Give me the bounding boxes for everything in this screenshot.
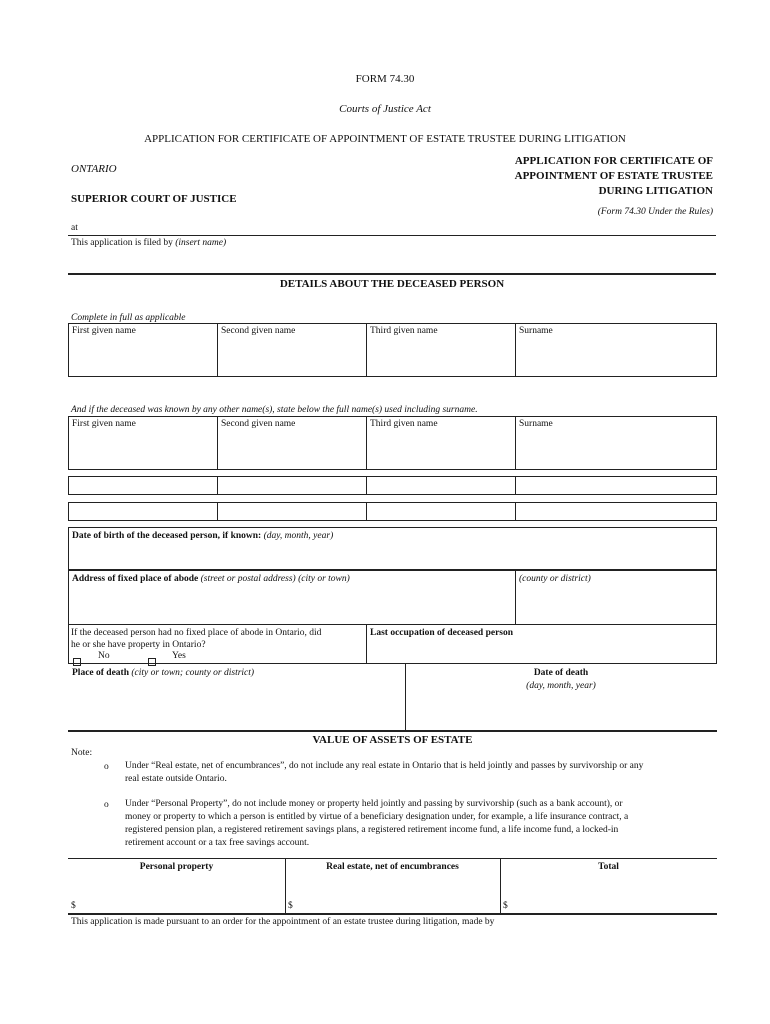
right-title bbox=[515, 154, 713, 199]
col-divider bbox=[217, 476, 218, 495]
col-divider bbox=[366, 476, 367, 495]
assets-top-line bbox=[68, 858, 717, 859]
note-personal-line2: money or property to which a person is entitled by virtue of a beneficiary designation under, for example, a life insurance contract, a bbox=[125, 812, 629, 822]
dob-label-text: Date of birth of the deceased person, if known: bbox=[72, 531, 262, 541]
filed-by-hint: (insert name) bbox=[175, 238, 227, 248]
other-first-given-name-label: First given name bbox=[72, 419, 136, 429]
other-names-instruction: And if the deceased was known by any other name(s), state below the full name(s) used including surname. bbox=[71, 405, 478, 415]
note-personal-line4: retirement account or a tax free savings account. bbox=[125, 838, 310, 848]
no-abode-question-line2: he or she have property in Ontario? bbox=[71, 640, 206, 650]
address-label-text: Address of fixed place of abode bbox=[72, 574, 199, 584]
note-real-estate-line2: real estate outside Ontario. bbox=[125, 774, 227, 784]
estate-heading: VALUE OF ASSETS OF ESTATE bbox=[312, 734, 473, 746]
assets-bottom-line bbox=[68, 913, 717, 915]
other-surname-label: Surname bbox=[519, 419, 553, 429]
dob-label bbox=[69, 529, 336, 543]
personal-currency: $ bbox=[71, 901, 76, 911]
no-abode-question bbox=[71, 627, 363, 651]
date-of-death-label: Date of death bbox=[533, 668, 589, 678]
right-title-line1: APPLICATION FOR CERTIFICATE OF bbox=[514, 155, 713, 167]
jurisdiction: ONTARIO bbox=[71, 163, 117, 175]
no-abode-question-line1: If the deceased person had no fixed place of abode in Ontario, did bbox=[71, 628, 322, 638]
real-estate-label: Real estate, net of encumbrances bbox=[326, 862, 459, 872]
date-of-death-hint: (day, month, year) bbox=[526, 681, 596, 691]
county-hint: (county or district) bbox=[519, 574, 591, 584]
extra-name-row[interactable] bbox=[68, 502, 717, 521]
yes-checkbox[interactable] bbox=[148, 658, 156, 666]
first-given-name-label: First given name bbox=[72, 326, 136, 336]
total-currency: $ bbox=[503, 901, 508, 911]
right-title-line2: APPOINTMENT OF ESTATE TRUSTEE bbox=[514, 170, 713, 182]
note-bullet: o bbox=[104, 762, 109, 772]
at-line bbox=[68, 235, 716, 236]
note-personal-property bbox=[125, 798, 717, 850]
extra-name-row[interactable] bbox=[68, 476, 717, 495]
note-label: Note: bbox=[71, 748, 93, 758]
note-real-estate-line1: Under “Real estate, net of encumbrances”, do not include any real estate in Ontario that is held jointly and passes by survivorship or any bbox=[125, 761, 644, 771]
surname-label: Surname bbox=[519, 326, 553, 336]
place-of-death-label bbox=[69, 666, 257, 680]
section-divider bbox=[68, 273, 716, 275]
place-of-death-label-text: Place of death bbox=[72, 668, 129, 678]
form-number: FORM 74.30 bbox=[355, 73, 415, 85]
main-title: APPLICATION FOR CERTIFICATE OF APPOINTMENT OF ESTATE TRUSTEE DURING LITIGATION bbox=[144, 133, 626, 145]
at-label: at bbox=[71, 223, 78, 233]
place-of-death-hint: (city or town; county or district) bbox=[131, 668, 255, 678]
filed-by bbox=[71, 238, 226, 248]
col-divider bbox=[366, 502, 367, 521]
right-title-line3: DURING LITIGATION bbox=[598, 185, 713, 197]
second-given-name-label: Second given name bbox=[221, 326, 296, 336]
third-given-name-label: Third given name bbox=[370, 326, 438, 336]
note-personal-line3: registered pension plan, a registered retirement savings plans, a registered retirement income fund, a life income fund, a locked-in bbox=[125, 825, 619, 835]
dob-hint: (day, month, year) bbox=[263, 531, 334, 541]
section-divider bbox=[68, 730, 717, 732]
deceased-heading: DETAILS ABOUT THE DECEASED PERSON bbox=[279, 278, 505, 290]
col-divider bbox=[217, 502, 218, 521]
no-label: No bbox=[98, 651, 110, 661]
filed-by-label: This application is filed by bbox=[71, 238, 173, 248]
note-bullet: o bbox=[104, 800, 109, 810]
address-hint: (street or postal address) (city or town) bbox=[200, 574, 350, 584]
form-reference: (Form 74.30 Under the Rules) bbox=[597, 207, 713, 217]
act-name: Courts of Justice Act bbox=[339, 103, 431, 115]
address-label bbox=[69, 572, 353, 586]
col-divider bbox=[515, 476, 516, 495]
total-label: Total bbox=[598, 862, 619, 872]
pursuant-text: This application is made pursuant to an order for the appointment of an estate trustee during litigation, made by bbox=[71, 917, 495, 927]
other-third-given-name-label: Third given name bbox=[370, 419, 438, 429]
complete-instruction: Complete in full as applicable bbox=[71, 313, 186, 323]
court-name: SUPERIOR COURT OF JUSTICE bbox=[71, 193, 237, 205]
note-personal-line1: Under “Personal Property”, do not include money or property held jointly and passing by survivorship (such as a bank account), or bbox=[125, 799, 623, 809]
yes-label: Yes bbox=[172, 651, 186, 661]
occupation-label: Last occupation of deceased person bbox=[370, 628, 514, 638]
other-second-given-name-label: Second given name bbox=[221, 419, 296, 429]
no-checkbox[interactable] bbox=[73, 658, 81, 666]
col-divider bbox=[515, 502, 516, 521]
personal-property-label: Personal property bbox=[139, 862, 214, 872]
real-estate-currency: $ bbox=[288, 901, 293, 911]
note-real-estate bbox=[125, 760, 717, 786]
